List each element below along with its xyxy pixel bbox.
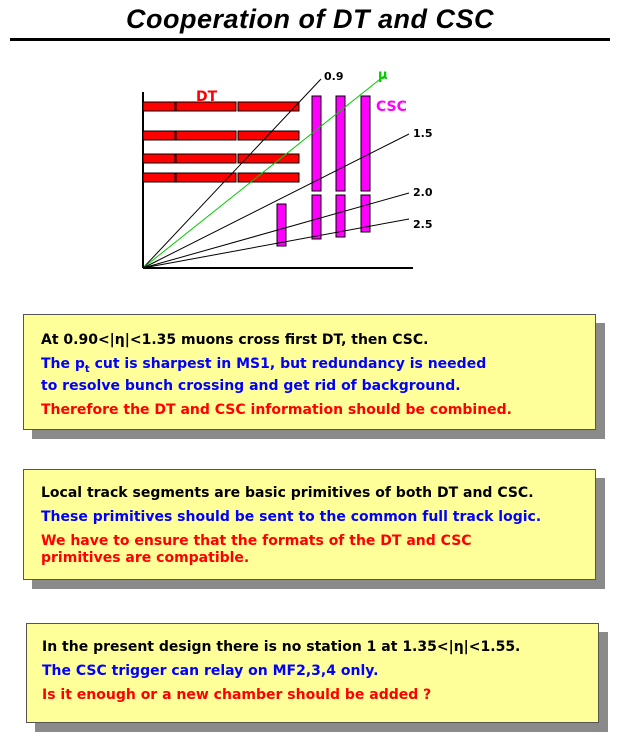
dt-chamber xyxy=(176,131,236,140)
box3-line2: The CSC trigger can relay on MF2,3,4 only. xyxy=(42,663,379,679)
dt-label: DT xyxy=(196,89,218,105)
box2-line4: primitives are compatible. xyxy=(41,550,250,566)
info-box-overlap-region xyxy=(23,314,596,430)
dt-chamber xyxy=(238,102,299,111)
dt-chamber xyxy=(238,154,299,163)
info-box-primitives xyxy=(23,469,596,580)
eta-1-5-label: 1.5 xyxy=(413,127,433,140)
dt-chamber xyxy=(143,154,175,163)
eta-0-9-label: 0.9 xyxy=(324,70,344,83)
csc-label: CSC xyxy=(376,99,407,115)
csc-chamber-me2-lower xyxy=(312,195,321,239)
box2-line3: We have to ensure that the formats of the DT and CSC xyxy=(41,533,472,549)
box1-line1: At 0.90<|η|<1.35 muons cross first DT, then CSC. xyxy=(41,332,429,348)
box1-line2-sub: t xyxy=(84,363,90,375)
dt-chamber xyxy=(176,154,236,163)
eta-2-5-label: 2.5 xyxy=(413,218,433,231)
page-title: Cooperation of DT and CSC xyxy=(126,4,494,34)
dt-chamber xyxy=(143,102,175,111)
dt-chambers xyxy=(143,102,299,182)
dt-chamber xyxy=(143,173,175,182)
box1-line4: Therefore the DT and CSC information should be combined. xyxy=(41,401,513,418)
csc-chamber-me1 xyxy=(277,204,286,246)
box3-line3: Is it enough or a new chamber should be added ? xyxy=(42,687,432,703)
box1-line3: to resolve bunch crossing and get rid of background. xyxy=(41,377,461,394)
info-box-station-1 xyxy=(26,623,599,723)
box3-line1: In the present design there is no station 1 at 1.35<|η|<1.55. xyxy=(42,639,521,655)
dt-chamber xyxy=(238,131,299,140)
dt-chamber xyxy=(238,173,299,182)
mu-label: μ xyxy=(378,68,388,83)
dt-csc-geometry-diagram xyxy=(0,0,620,300)
csc-chamber-me4-upper xyxy=(361,96,370,191)
box1-line2 xyxy=(41,356,595,378)
eta-2-0-label: 2.0 xyxy=(413,186,433,199)
box1-line2-post: cut is sharpest in MS1, but redundancy is needed xyxy=(89,356,487,372)
csc-chambers xyxy=(277,96,370,246)
box2-line2: These primitives should be sent to the common full track logic. xyxy=(41,509,542,525)
box1-line2-pre: The p xyxy=(41,356,85,372)
dt-chamber xyxy=(176,173,236,182)
csc-chamber-me2-upper xyxy=(312,96,321,191)
box2-line1: Local track segments are basic primitives of both DT and CSC. xyxy=(41,485,534,501)
dt-chamber xyxy=(143,131,175,140)
